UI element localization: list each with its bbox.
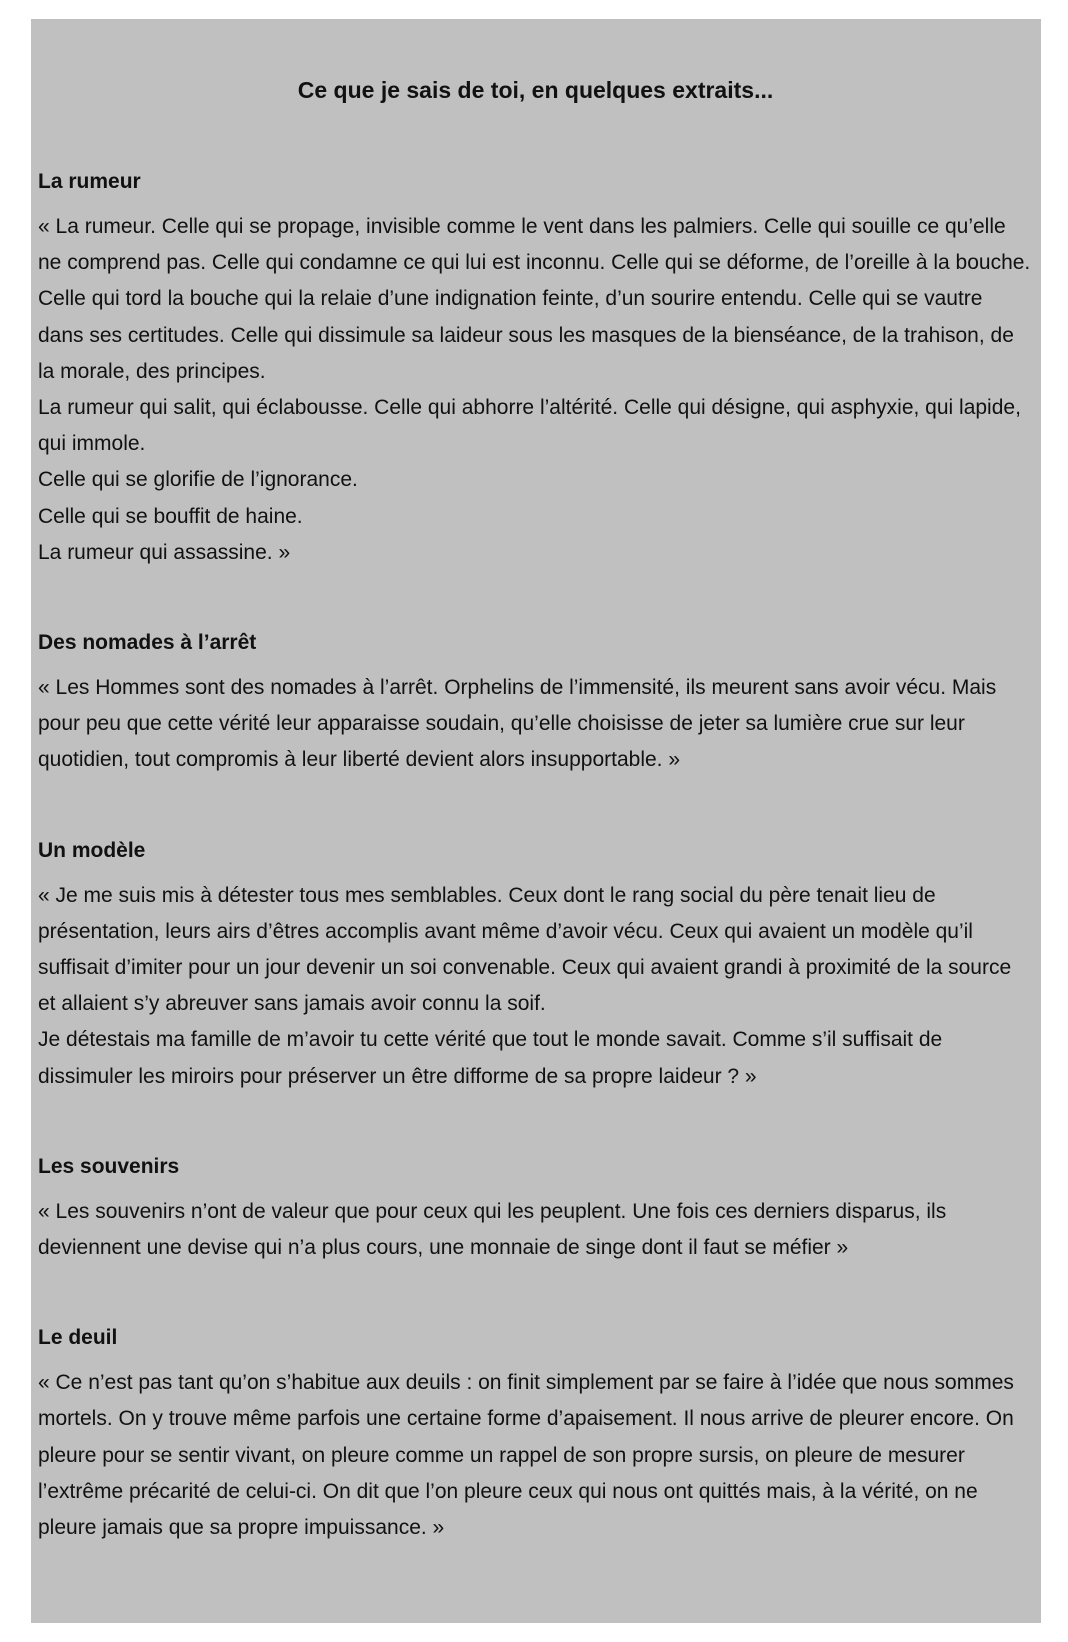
excerpt-section-la-rumeur: [38, 168, 1033, 571]
section-heading: Les souvenirs: [38, 1154, 180, 1178]
section-heading: La rumeur: [38, 170, 141, 193]
section-heading: Un modèle: [38, 838, 146, 862]
excerpt-section-les-souvenirs: [38, 1153, 1033, 1266]
excerpt-section-le-deuil: [38, 1324, 1033, 1546]
section-body: « Ce n’est pas tant qu’on s’habitue aux deuils : on finit simplement par se faire à l’idée que nous sommes mortels. On y trouve même parfois une certaine forme d’apaisement. Il nous arrive de pleurer encore. On pleure pour se sentir vivant, on pleure comme un rappel de son propre sursis, on pleure de mesurer l’extrême précarité de celui-ci. On dit que l’on pleure ceux qui nous ont quittés mais, à la vérité, on ne pleure jamais que sa propre impuissance. »: [38, 1371, 1014, 1540]
section-heading: Des nomades à l’arrêt: [38, 631, 257, 655]
excerpt-section-un-modele: [38, 837, 1033, 1095]
section-heading: Le deuil: [38, 1326, 118, 1350]
document-title: Ce que je sais de toi, en quelques extraits...: [297, 77, 774, 103]
section-body: « Je me suis mis à détester tous mes semblables. Ceux dont le rang social du père tenait lieu de présentation, leurs airs d’êtres accomplis avant même d’avoir vécu. Ceux qui avaient un modèle qu’il suffisait d’imiter pour un jour devenir un soi convenable. Ceux qui avaient grandi à proximité de la source et allaient s’y abreuver sans jamais avoir connu la soif. Je détestais ma famille de m’avoir tu cette vérité que tout le monde savait. Comme s’il suffisait de dissimuler les miroirs pour préserver un être difforme de sa propre laideur ? »: [38, 883, 1012, 1088]
document-page: [31, 19, 1041, 1623]
section-body: « Les Hommes sont des nomades à l’arrêt. Orphelins de l’immensité, ils meurent sans avoir vécu. Mais pour peu que cette vérité leur apparaisse soudain, qu’elle choisisse de jeter sa lumière crue sur leur quotidien, tout compromis à leur liberté devient alors insupportable. »: [38, 676, 997, 772]
section-body: « Les souvenirs n’ont de valeur que pour ceux qui les peuplent. Une fois ces derniers disparus, ils deviennent une devise qui n’a plus cours, une monnaie de singe dont il faut se méfier »: [38, 1199, 947, 1260]
section-body: « La rumeur. Celle qui se propage, invisible comme le vent dans les palmiers. Celle qui souille ce qu’elle ne comprend pas. Celle qui condamne ce qui lui est inconnu. Celle qui se déforme, de l’oreille à la bouche. Celle qui tord la bouche qui la relaie d’une indignation feinte, d’un sourire entendu. Celle qui se vautre dans ses certitudes. Celle qui dissimule sa laideur sous les masques de la bienséance, de la trahison, de la morale, des principes. La rumeur qui salit, qui éclabousse. Celle qui abhorre l’altérité. Celle qui désigne, qui asphyxie, qui lapide, qui immole. Celle qui se glorifie de l’ignorance. Celle qui se bouffit de haine. La rumeur qui assassine. »: [38, 215, 1031, 564]
excerpt-section-des-nomades: [38, 629, 1033, 779]
